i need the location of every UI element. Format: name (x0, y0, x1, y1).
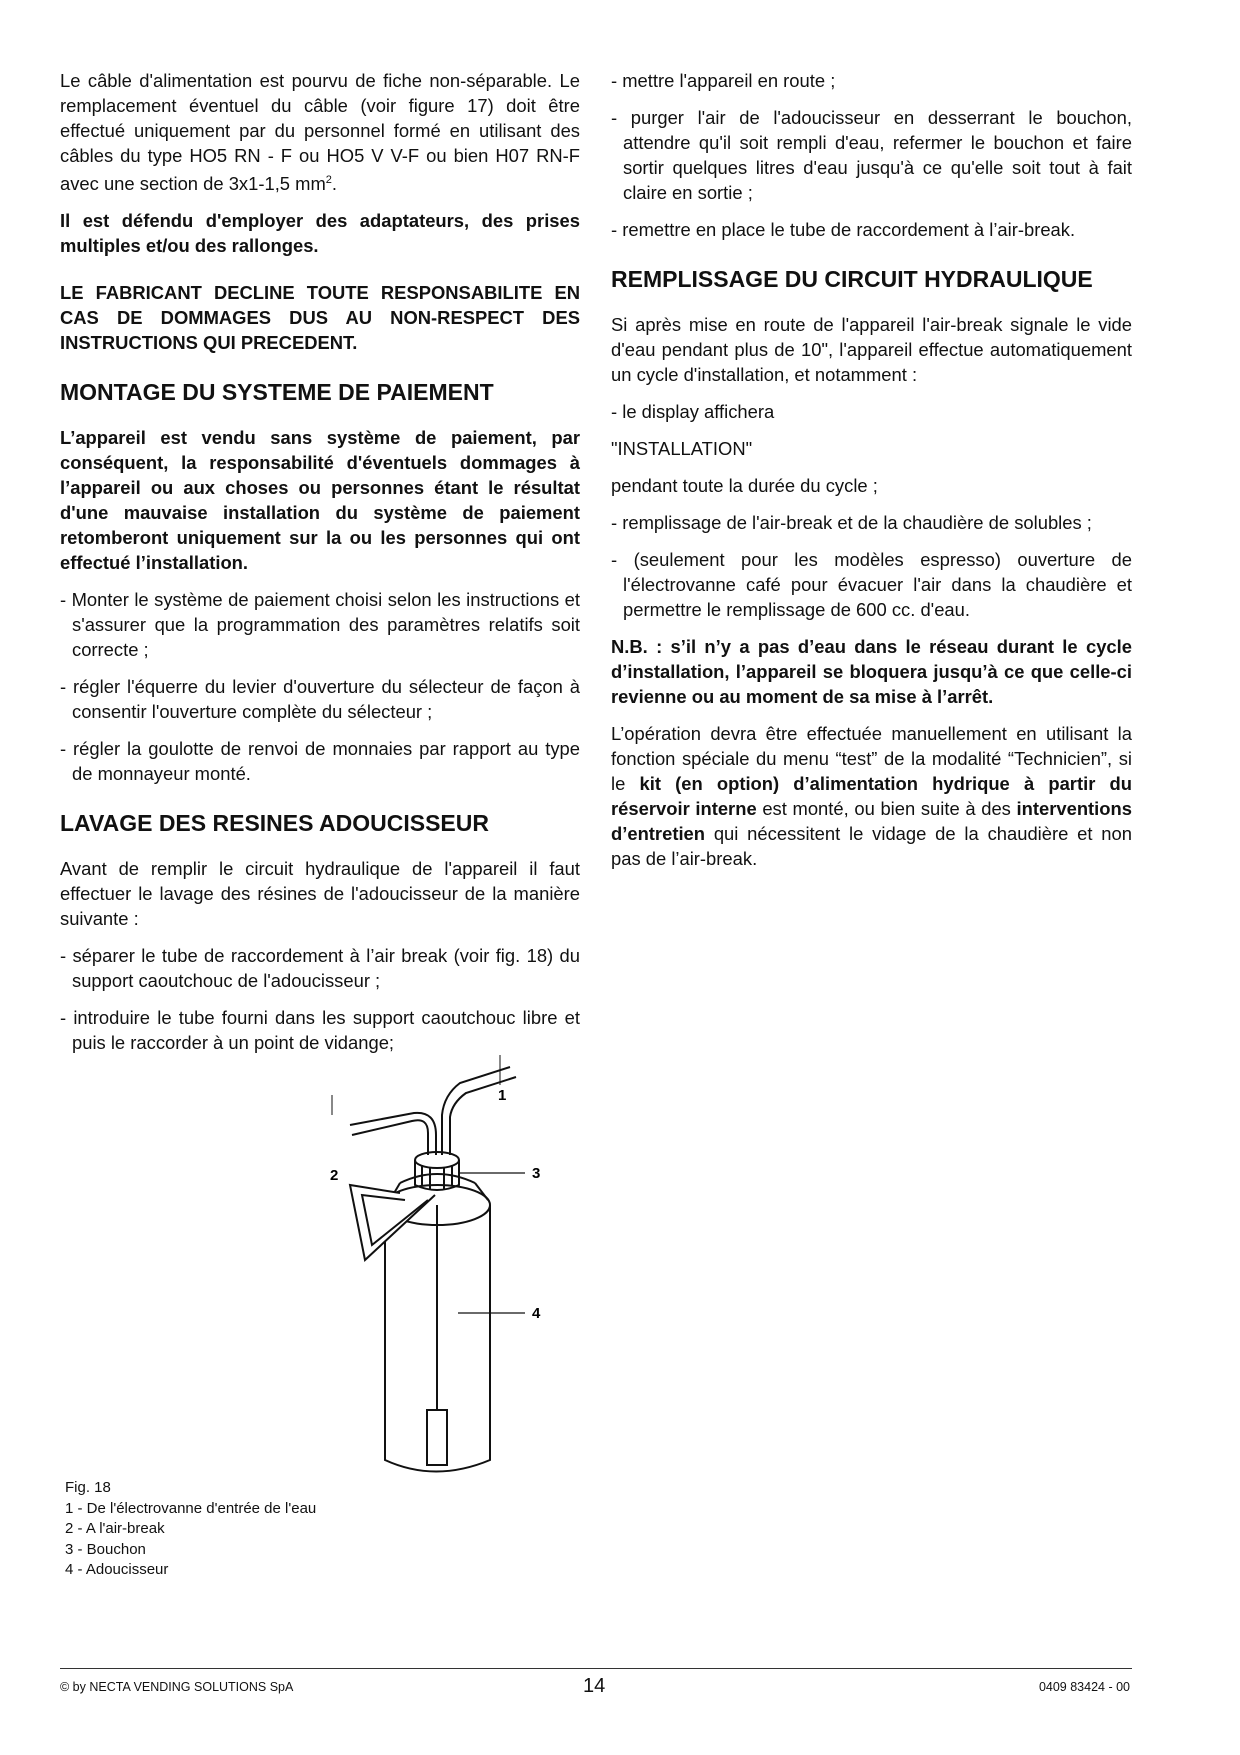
document-code: 0409 83424 - 00 (1038, 1680, 1130, 1694)
list-item: - remplissage de l'air-break et de la chaudière de solubles ; (611, 512, 1092, 533)
manual-op-bold-2: interventions d’entretien (611, 798, 1132, 844)
list-item: - purger l'air de l'adoucisseur en desserrant le bouchon, attendre qu'il soit rempli d'eau, refermer le bouchon et faire sortir quelques litres d'eau jusqu'à ce qu'elle soit tout à fait claire en sortie ; (611, 107, 1132, 203)
power-cable-superscript: 2 (325, 174, 332, 186)
caption-item: 3 - Bouchon (65, 1540, 146, 1558)
manual-op-text-2: est monté, ou bien suite à des (756, 798, 1017, 819)
power-cable-end: . (331, 173, 338, 195)
footer-copyright: © by NECTA VENDING SOLUTIONS SpA (60, 1680, 294, 1694)
manual-op-bold-1: kit (en option) d’alimentation hydrique à partir du réservoir interne (611, 773, 1132, 819)
list-item: - le display affichera (611, 401, 775, 422)
heading-resin-wash: LAVAGE DES RESINES ADOUCISSEUR (60, 810, 489, 837)
callout-2: 2 (330, 1167, 339, 1184)
callout-3: 3 (532, 1165, 541, 1182)
manual-op-text-3: qui nécessitent le vidage de la chaudière et non pas de l’air-break. (611, 823, 1132, 869)
list-item: - mettre l'appareil en route ; (611, 70, 836, 91)
list-item: - introduire le tube fourni dans les support caoutchouc libre et puis le raccorder à un point de vidange; (60, 1007, 580, 1054)
right-column (611, 68, 1132, 883)
caption-item: 4 - Adoucisseur (65, 1561, 169, 1578)
manual-op-text-1: L’opération devra être effectuée manuellement en utilisant la fonction spéciale du menu “test” de la modalité “Technicien”, si le (611, 723, 1132, 794)
caption-item: 1 - De l'électrovanne d'entrée de l'eau (65, 1499, 317, 1517)
display-message: "INSTALLATION" (611, 438, 753, 459)
list-item: - séparer le tube de raccordement à l’air break (voir fig. 18) du support caoutchouc de l'adoucisseur ; (60, 945, 580, 992)
hydraulic-intro: Si après mise en route de l'appareil l'air-break signale le vide d'eau pendant plus de 10", l'appareil effectue automatiquement un cycle d'installation, et notamment : (611, 314, 1132, 385)
callout-1: 1 (498, 1087, 507, 1104)
manufacturer-disclaimer: LE FABRICANT DECLINE TOUTE RESPONSABILITE EN CAS DE DOMMAGES DUS AU NON-RESPECT DES INSTRUCTIONS QUI PRECEDENT. (60, 282, 580, 354)
list-item: - régler l'équerre du levier d'ouverture du sélecteur de façon à consentir l'ouverture complète du sélecteur ; (60, 676, 580, 723)
nb-note: N.B. : s’il n’y a pas d’eau dans le réseau durant le cycle d’installation, l’appareil se bloquera jusqu’à ce que celle-ci revienne ou au moment de sa mise à l’arrêt. (611, 636, 1132, 707)
heading-hydraulic-filling: REMPLISSAGE DU CIRCUIT HYDRAULIQUE (611, 266, 1093, 292)
power-cable-paragraph (60, 68, 580, 196)
payment-system-notice: L’appareil est vendu sans système de paiement, par conséquent, la responsabilité d'éventuels dommages à l’appareil ou aux choses ou personnes étant le résultat d'une mauvaise installation du système de paiement retomberont uniquement sur la ou les personnes qui ont effectué l’installation. (60, 427, 580, 574)
figure-caption (65, 1478, 316, 1581)
adapter-warning: Il est défendu d'employer des adaptateurs, des prises multiples et/ou des rallonges. (60, 210, 580, 257)
list-item: - remettre en place le tube de raccordement à l’air-break. (611, 219, 1076, 240)
footer-divider (60, 1668, 1132, 1669)
caption-item: 2 - A l'air-break (65, 1520, 165, 1537)
resin-wash-intro: Avant de remplir le circuit hydraulique de l'appareil il faut effectuer le lavage des résines de l'adoucisseur de la manière suivante : (60, 858, 580, 930)
list-item: - (seulement pour les modèles espresso) ouverture de l'électrovanne café pour évacuer l'air dans la chaudière et permettre le remplissage de 600 cc. d'eau. (611, 549, 1132, 620)
callout-4: 4 (532, 1305, 541, 1322)
manual-operation-paragraph (611, 721, 1132, 871)
power-cable-text: Le câble d'alimentation est pourvu de fiche non-séparable. Le remplacement éventuel du câble (voir figure 17) doit être effectué uniquement par du personnel formé en utilisant des câbles du type HO5 RN - F ou HO5 V V-F ou bien H07 RN-F avec une section de 3x1-1,5 mm (60, 70, 580, 195)
heading-payment-system: MONTAGE DU SYSTEME DE PAIEMENT (60, 379, 494, 406)
caption-title: Fig. 18 (65, 1479, 111, 1496)
list-item: - Monter le système de paiement choisi selon les instructions et s'assurer que la programmation des paramètres relatifs soit correcte ; (60, 589, 580, 661)
list-item: - régler la goulotte de renvoi de monnaies par rapport au type de monnayeur monté. (60, 738, 580, 785)
softener-figure (330, 1055, 600, 1495)
cycle-duration: pendant toute la durée du cycle ; (611, 475, 878, 496)
page-number: 14 (583, 1675, 606, 1697)
left-column (60, 68, 580, 1067)
